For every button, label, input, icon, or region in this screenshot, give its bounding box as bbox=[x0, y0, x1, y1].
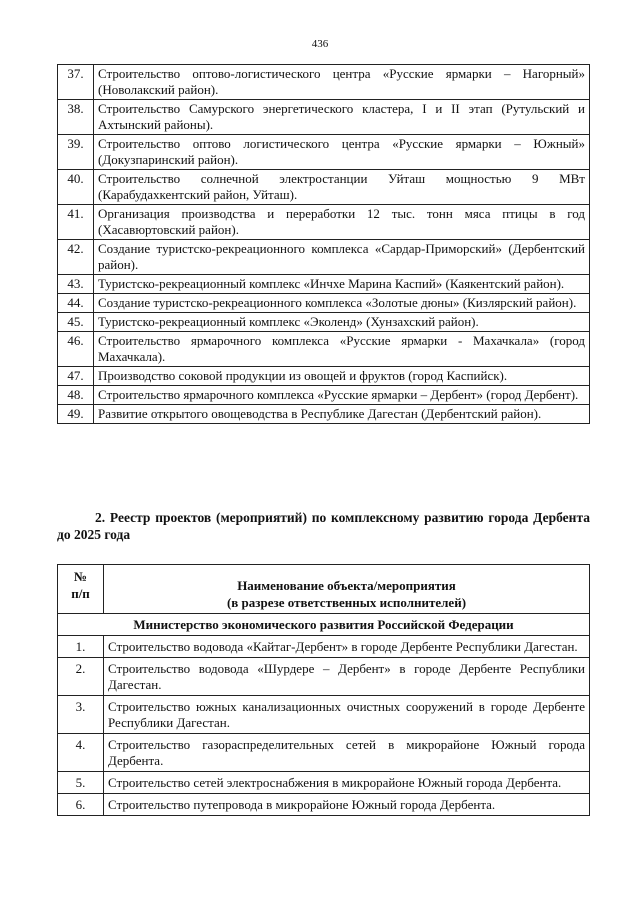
row-number: 1. bbox=[58, 636, 104, 658]
table-row bbox=[58, 367, 590, 386]
row-project-name: Туристско-рекреационный комплекс «Инчхе Марина Каспий» (Каякентский район). bbox=[94, 275, 590, 294]
header-row bbox=[58, 565, 590, 614]
row-number: 47. bbox=[58, 367, 94, 386]
row-number: 6. bbox=[58, 794, 104, 816]
row-number: 45. bbox=[58, 313, 94, 332]
table-row bbox=[58, 772, 590, 794]
row-number: 4. bbox=[58, 734, 104, 772]
table-row bbox=[58, 794, 590, 816]
section-2-heading: 2. Реестр проектов (мероприятий) по комплексному развитию города Дербента до 2025 года bbox=[57, 510, 590, 542]
row-project-name: Строительство оптово-логистического центра «Русские ярмарки – Нагорный» (Новолакский район). bbox=[94, 65, 590, 100]
derbent-projects-table-header bbox=[58, 565, 590, 614]
header-name-cell bbox=[104, 565, 590, 614]
row-number: 44. bbox=[58, 294, 94, 313]
table-row bbox=[58, 240, 590, 275]
row-number: 42. bbox=[58, 240, 94, 275]
row-number: 37. bbox=[58, 65, 94, 100]
table-row bbox=[58, 205, 590, 240]
table-row bbox=[58, 658, 590, 696]
projects-table-body bbox=[58, 65, 590, 424]
row-number: 3. bbox=[58, 696, 104, 734]
derbent-projects-table-body bbox=[58, 614, 590, 816]
row-number: 41. bbox=[58, 205, 94, 240]
row-project-name: Строительство южных канализационных очистных сооружений в городе Дербенте Республики Дагестан. bbox=[104, 696, 590, 734]
table-row bbox=[58, 332, 590, 367]
row-project-name: Организация производства и переработки 12 тыс. тонн мяса птицы в год (Хасавюртовский район). bbox=[94, 205, 590, 240]
table-row bbox=[58, 734, 590, 772]
projects-table-continued bbox=[57, 64, 590, 424]
row-project-name: Создание туристско-рекреационного комплекса «Сардар-Приморский» (Дербентский район). bbox=[94, 240, 590, 275]
header-num-cell bbox=[58, 565, 104, 614]
row-number: 46. bbox=[58, 332, 94, 367]
row-project-name: Строительство оптово логистического центра «Русские ярмарки – Южный» (Докузпаринский район). bbox=[94, 135, 590, 170]
row-number: 2. bbox=[58, 658, 104, 696]
table-row bbox=[58, 135, 590, 170]
header-num-abbrev: п/п bbox=[71, 586, 90, 601]
row-project-name: Строительство ярмарочного комплекса «Русские ярмарки - Махачкала» (город Махачкала). bbox=[94, 332, 590, 367]
row-number: 43. bbox=[58, 275, 94, 294]
row-project-name: Развитие открытого овощеводства в Республике Дагестан (Дербентский район). bbox=[94, 405, 590, 424]
header-name-title: Наименование объекта/мероприятия bbox=[237, 578, 456, 593]
row-project-name: Строительство ярмарочного комплекса «Русские ярмарки – Дербент» (город Дербент). bbox=[94, 386, 590, 405]
derbent-projects-table bbox=[57, 564, 590, 816]
row-project-name: Строительство водовода «Шурдере – Дербент» в городе Дербенте Республики Дагестан. bbox=[104, 658, 590, 696]
row-project-name: Строительство водовода «Кайтаг-Дербент» в городе Дербенте Республики Дагестан. bbox=[104, 636, 590, 658]
row-project-name: Производство соковой продукции из овощей и фруктов (город Каспийск). bbox=[94, 367, 590, 386]
row-number: 39. bbox=[58, 135, 94, 170]
row-project-name: Строительство газораспределительных сетей в микрорайоне Южный города Дербента. bbox=[104, 734, 590, 772]
ministry-group-label: Министерство экономического развития Российской Федерации bbox=[58, 614, 590, 636]
row-project-name: Строительство Самурского энергетического кластера, I и II этап (Рутульский и Ахтынский районы). bbox=[94, 100, 590, 135]
row-project-name: Строительство сетей электроснабжения в микрорайоне Южный города Дербента. bbox=[104, 772, 590, 794]
table-row bbox=[58, 696, 590, 734]
ministry-group-row bbox=[58, 614, 590, 636]
row-project-name: Создание туристско-рекреационного комплекса «Золотые дюны» (Кизлярский район). bbox=[94, 294, 590, 313]
header-name-subtitle: (в разрезе ответственных исполнителей) bbox=[226, 595, 467, 610]
header-num-symbol: № bbox=[73, 569, 88, 584]
row-number: 5. bbox=[58, 772, 104, 794]
table-row bbox=[58, 294, 590, 313]
row-project-name: Туристско-рекреационный комплекс «Эколенд» (Хунзахский район). bbox=[94, 313, 590, 332]
page-number: 436 bbox=[311, 38, 329, 50]
row-project-name: Строительство солнечной электростанции Уйташ мощностью 9 МВт (Карабудахкентский район, Уйташ). bbox=[94, 170, 590, 205]
table-row bbox=[58, 636, 590, 658]
table-row bbox=[58, 405, 590, 424]
row-number: 40. bbox=[58, 170, 94, 205]
table-row bbox=[58, 313, 590, 332]
row-number: 49. bbox=[58, 405, 94, 424]
row-number: 48. bbox=[58, 386, 94, 405]
row-project-name: Строительство путепровода в микрорайоне Южный города Дербента. bbox=[104, 794, 590, 816]
table-row bbox=[58, 65, 590, 100]
row-number: 38. bbox=[58, 100, 94, 135]
table-row bbox=[58, 170, 590, 205]
table-row bbox=[58, 275, 590, 294]
table-row bbox=[58, 386, 590, 405]
table-row bbox=[58, 100, 590, 135]
